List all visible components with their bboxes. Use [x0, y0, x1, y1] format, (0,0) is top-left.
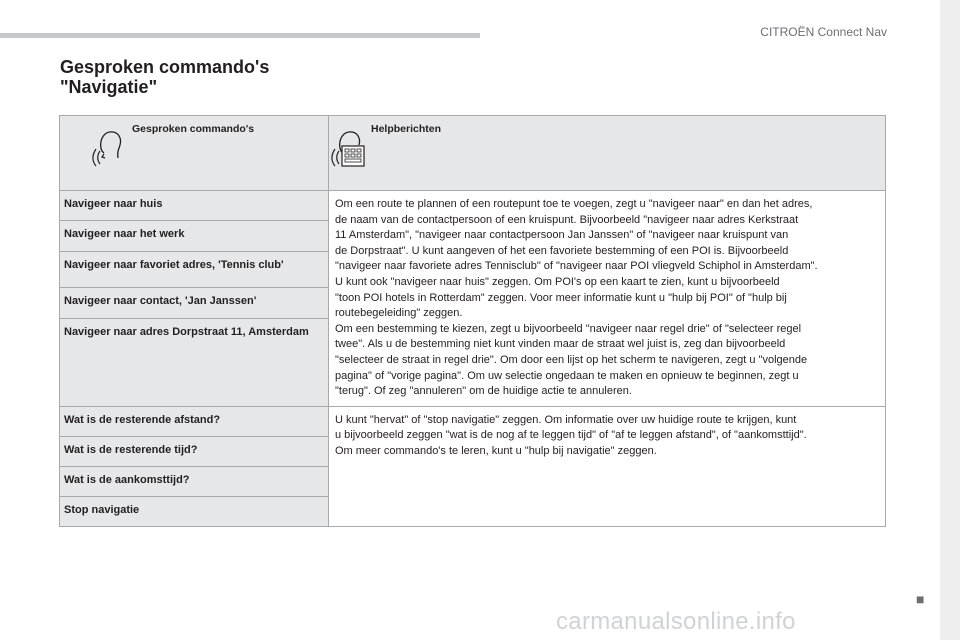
table-row — [60, 191, 886, 221]
top-rule — [0, 33, 480, 38]
title-line-2: "Navigatie" — [60, 77, 158, 97]
watermark: carmanualsonline.info — [556, 608, 796, 635]
command-cell: Navigeer naar favoriet adres, 'Tennis club' — [60, 251, 329, 287]
command-cell: Wat is de resterende tijd? — [60, 436, 329, 466]
voice-commands-table — [59, 115, 886, 527]
right-margin-strip — [940, 0, 960, 640]
table-header-row — [60, 116, 886, 191]
command-cell: Navigeer naar adres Dorpstraat 11, Amsterdam — [60, 318, 329, 406]
command-cell: Navigeer naar contact, 'Jan Janssen' — [60, 288, 329, 318]
table-row — [60, 406, 886, 436]
help-text-route-info — [329, 406, 886, 526]
commands-column-label: Gesproken commando's — [132, 123, 255, 135]
help-column-label: Helpberichten — [371, 123, 442, 135]
command-cell: Stop navigatie — [60, 496, 329, 526]
help-paragraph: Om een route te plannen of een routepunt toe te voegen, zegt u "navigeer naar" en dan het adres, de naam van de contactpersoon of een kruispunt. Bijvoorbeeld "navigeer naar adres Kerkstraat 11 Amsterdam", "navigeer naar contactpersoon Jan Janssen" of "navigeer naar kruispunt van de Dorpstraat". U kunt aangeven of het een favoriete bestemming of een POI is. Bijvoorbeeld "navigeer naar favoriete adres Tennisclub" of "navigeer naar POI vliegveld Schiphol in Amsterdam". U kunt ook "navigeer naar huis" zeggen. Om POI's op een kaart te zien, kunt u bijvoorbeeld "toon POI hotels in Rotterdam" zeggen. Voor meer informatie kunt u "hulp bij POI" of "hulp bij routebegeleiding" zeggen. Om een bestemming te kiezen, zegt u bijvoorbeeld "navigeer naar regel drie" of "selecteer regel twee". Als u de bestemming niet kunt vinden maar de straat wel juist is, zeg dan bijvoorbeeld "selecteer de straat in regel drie". Om door een lijst op het scherm te navigeren, zegt u "volgende pagina" of "vorige pagina". Om uw selectie ongedaan te maken en opnieuw te beginnen, zegt u "terug". Of zeg "annuleren" om de huidige actie te annuleren. — [335, 198, 818, 398]
page-title — [60, 57, 269, 97]
help-text-navigation — [329, 191, 886, 407]
command-cell: Wat is de resterende afstand? — [60, 406, 329, 436]
title-line-1: Gesproken commando's — [60, 57, 270, 77]
help-paragraph: U kunt "hervat" of "stop navigatie" zeggen. Om informatie over uw huidige route te krijgen, kunt u bijvoorbeeld zeggen "wat is de nog af te leggen tijd" of "af te leggen afstand", of "aankomsttijd". Om meer commando's te leren, kunt u "hulp bij navigatie" zeggen. — [335, 413, 807, 457]
command-cell: Navigeer naar huis — [60, 191, 329, 221]
command-cell: Wat is de aankomsttijd? — [60, 466, 329, 496]
page-marker: ■ — [916, 591, 925, 607]
help-column-header — [329, 116, 886, 191]
voice-help-keypad-icon — [327, 127, 365, 167]
commands-column-header — [60, 116, 329, 191]
command-cell: Navigeer naar het werk — [60, 221, 329, 251]
voice-command-icon — [88, 127, 126, 167]
section-header: CITROËN Connect Nav — [760, 25, 887, 39]
